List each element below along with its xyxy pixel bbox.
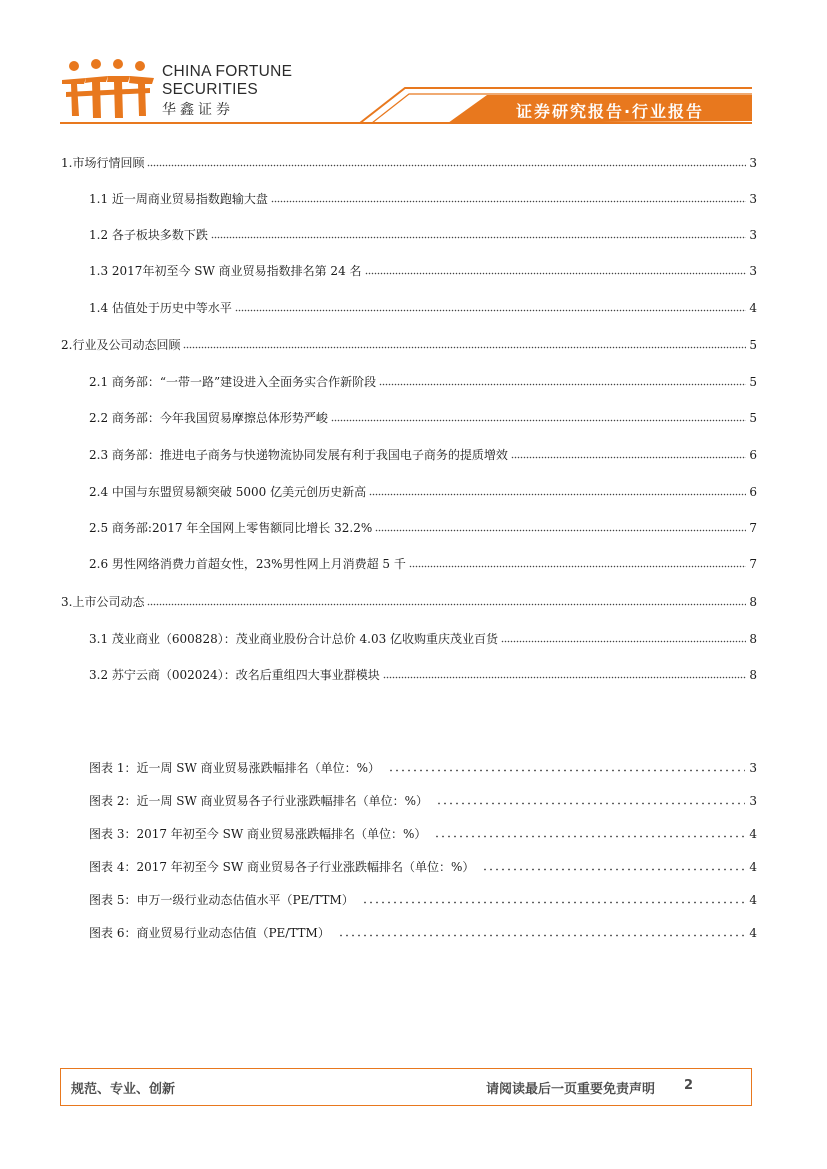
figure-entry-page: 4	[749, 893, 757, 907]
toc-entry-page: 7	[749, 557, 757, 571]
toc-entry[interactable]	[61, 151, 757, 171]
toc-entry[interactable]	[89, 406, 757, 426]
figure-entry-title: 图表 5：申万一级行业动态估值水平（PE/TTM）	[89, 893, 354, 907]
toc-entry-title: 1.1 近一周商业贸易指数跑输大盘	[89, 192, 268, 206]
toc-entry[interactable]	[89, 552, 757, 572]
dot-leader	[271, 200, 746, 203]
china-fortune-logo-icon	[60, 58, 156, 122]
figure-entry-title: 图表 6：商业贸易行业动态估值（PE/TTM）	[89, 926, 330, 940]
toc-entry[interactable]	[89, 663, 757, 683]
dot-leader	[147, 164, 746, 167]
figure-entry-title: 图表 1：近一周 SW 商业贸易涨跌幅排名（单位：%）	[89, 761, 381, 775]
figure-entry[interactable]	[89, 822, 757, 842]
toc-entry[interactable]	[89, 516, 757, 536]
figure-entry[interactable]	[89, 756, 757, 776]
toc-entry-title: 2.5 商务部:2017 年全国网上零售额同比增长 32.2%	[89, 521, 373, 535]
toc-entry[interactable]	[61, 333, 757, 353]
toc-entry-page: 8	[749, 668, 757, 682]
dot-leader	[147, 603, 746, 606]
toc-entry-page: 6	[749, 448, 757, 462]
dot-leader	[365, 272, 747, 275]
toc-entry-title: 2.1 商务部：“一带一路”建设进入全面务实合作新阶段	[89, 375, 377, 389]
dot-leader	[511, 456, 746, 459]
toc-entry-title: 1.3 2017年初至今 SW 商业贸易指数排名第 24 名	[89, 264, 362, 278]
toc-entry-page: 5	[749, 375, 757, 389]
toc-entry-title: 2.行业及公司动态回顾	[61, 338, 181, 352]
dot-leader	[183, 346, 746, 349]
logo-text-en-line2: SECURITIES	[162, 81, 259, 98]
page-footer	[60, 1068, 752, 1106]
toc-entry-title: 2.2 商务部：今年我国贸易摩擦总体形势严峻	[89, 411, 328, 425]
figure-entry-title: 图表 2：近一周 SW 商业贸易各子行业涨跌幅排名（单位：%）	[89, 794, 429, 808]
figure-entry[interactable]	[89, 855, 757, 875]
footer-disclaimer-notice: 请阅读最后一页重要免责声明	[485, 1082, 655, 1097]
toc-entry-page: 3	[749, 228, 757, 242]
page-number: 2	[683, 1078, 693, 1093]
toc-entry-page: 4	[749, 301, 757, 315]
toc-entry-title: 2.3 商务部：推进电子商务与快递物流协同发展有利于我国电子商务的提质增效	[89, 448, 508, 462]
toc-entry-page: 5	[749, 338, 757, 352]
logo-text-en-line1: CHINA FORTUNE	[162, 63, 293, 80]
toc-entry[interactable]	[89, 187, 757, 207]
toc-entry-page: 8	[749, 595, 757, 609]
figure-entry-page: 3	[749, 761, 757, 775]
dot-leader	[362, 901, 746, 904]
toc-entry-page: 3	[749, 156, 757, 170]
dot-leader	[436, 802, 745, 805]
toc-entry-page: 3	[749, 192, 757, 206]
toc-entry[interactable]	[89, 296, 757, 316]
toc-entry-title: 3.1 茂业商业（600828）：茂业商业股份合计总价 4.03 亿收购重庆茂业百货	[89, 632, 499, 646]
report-type-title: 证券研究报告·行业报告	[515, 102, 705, 121]
toc-entry[interactable]	[89, 259, 757, 279]
logo-text-cn: 华鑫证券	[162, 102, 234, 118]
toc-entry-title: 3.上市公司动态	[61, 595, 145, 609]
toc-entry-page: 7	[749, 521, 757, 535]
toc-entry-title: 2.4 中国与东盟贸易额突破 5000 亿美元创历史新高	[89, 485, 367, 499]
dot-leader	[331, 419, 746, 422]
figure-entry-page: 4	[749, 926, 757, 940]
figure-entry-page: 4	[749, 827, 757, 841]
toc-entry[interactable]	[89, 627, 757, 647]
toc-entry[interactable]	[89, 370, 757, 390]
dot-leader	[434, 835, 745, 838]
toc-entry-title: 1.4 估值处于历史中等水平	[89, 301, 232, 315]
figure-entry[interactable]	[89, 888, 757, 908]
dot-leader	[482, 868, 745, 871]
toc-entry-title: 1.2 各子板块多数下跌	[89, 228, 208, 242]
toc-entry-title: 2.6 男性网络消费力首超女性，23%男性网上月消费超 5 千	[89, 557, 406, 571]
toc-entry-page: 6	[749, 485, 757, 499]
toc-entry-page: 8	[749, 632, 757, 646]
toc-entry-page: 5	[749, 411, 757, 425]
figure-entry-page: 3	[749, 794, 757, 808]
dot-leader	[501, 640, 746, 643]
dot-leader	[383, 676, 747, 679]
dot-leader	[409, 565, 747, 568]
toc-entry-title: 3.2 苏宁云商（002024）：改名后重组四大事业群模块	[89, 668, 380, 682]
dot-leader	[379, 383, 746, 386]
toc-entry-title: 1.市场行情回顾	[61, 156, 145, 170]
dot-leader	[388, 769, 745, 772]
toc-entry[interactable]	[89, 443, 757, 463]
figure-entry[interactable]	[89, 921, 757, 941]
toc-entry[interactable]	[61, 590, 757, 610]
toc-entry[interactable]	[89, 223, 757, 243]
footer-slogan: 规范、专业、创新	[71, 1082, 176, 1097]
figure-entry[interactable]	[89, 789, 757, 809]
dot-leader	[338, 934, 746, 937]
figure-entry-title: 图表 4：2017 年初至今 SW 商业贸易各子行业涨跌幅排名（单位：%）	[89, 860, 475, 874]
figure-entry-title: 图表 3：2017 年初至今 SW 商业贸易涨跌幅排名（单位：%）	[89, 827, 427, 841]
figure-entry-page: 4	[749, 860, 757, 874]
dot-leader	[369, 493, 746, 496]
dot-leader	[235, 309, 746, 312]
dot-leader	[211, 236, 746, 239]
dot-leader	[375, 529, 746, 532]
toc-entry[interactable]	[89, 480, 757, 500]
toc-entry-page: 3	[749, 264, 757, 278]
